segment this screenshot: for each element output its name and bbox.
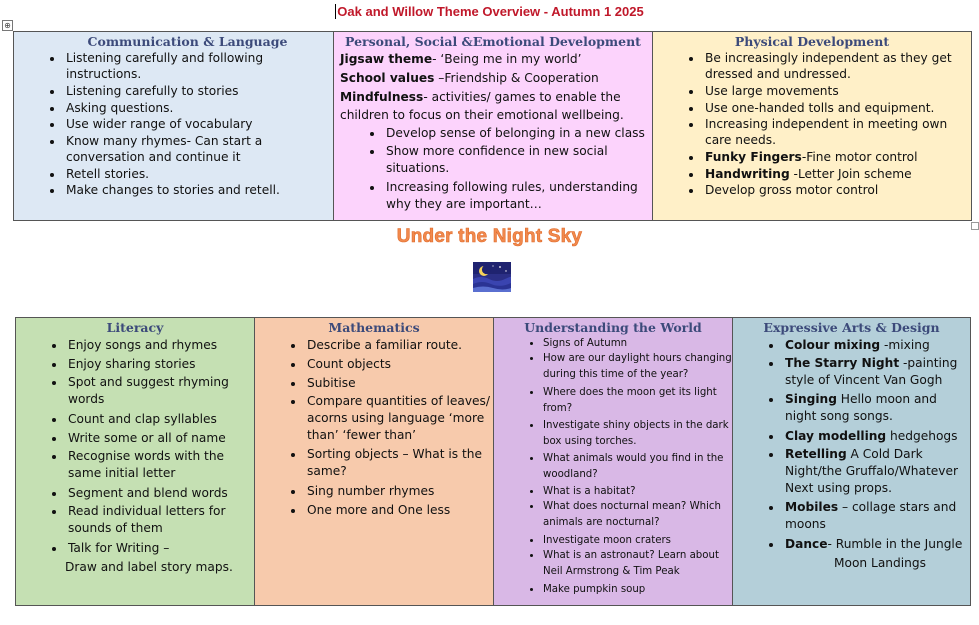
list-item: • Count objects <box>305 355 493 374</box>
arts-cell <box>733 318 971 606</box>
communication-header: Communication & Language <box>42 32 333 50</box>
world-cell <box>494 318 733 606</box>
bottom-areas-table <box>15 317 971 606</box>
maths-cell <box>255 318 494 606</box>
list-item: • Increasing independent in meeting own care needs. <box>703 116 971 149</box>
list-item: • Compare quantities of leaves/ acorns using language ‘more than’ ‘fewer than’ <box>305 393 493 446</box>
list-item <box>783 336 970 355</box>
document-title <box>0 4 979 19</box>
pse-header: Personal, Social &Emotional Development <box>345 34 641 49</box>
pse-list <box>334 124 652 215</box>
physical-cell <box>653 32 972 221</box>
list-item: • Listening carefully and following instructions. <box>64 50 333 83</box>
list-item: • Investigate shiny objects in the dark box using torches. <box>542 418 732 451</box>
values-line <box>334 69 652 88</box>
list-item: • Use one-handed tolls and equipment. <box>703 100 971 117</box>
literacy-list <box>16 336 254 558</box>
list-item: • Use large movements <box>703 83 971 100</box>
singing-label: Singing <box>785 392 837 406</box>
list-item: • Write some or all of name <box>66 429 254 448</box>
list-item: • Make pumpkin soup <box>542 582 732 597</box>
retelling-label: Retelling <box>785 447 847 461</box>
list-item: • Asking questions. <box>64 100 333 117</box>
list-item <box>783 535 970 554</box>
jigsaw-line <box>334 50 652 69</box>
colour-mixing-label: Colour mixing <box>785 338 881 352</box>
jigsaw-text: - ‘Being me in my world’ <box>432 52 582 66</box>
list-item: • Sing number rhymes <box>305 482 493 501</box>
singing-text: Hello moon and night song songs. <box>785 392 937 423</box>
mobiles-label: Mobiles <box>785 500 839 514</box>
world-list <box>494 336 732 597</box>
list-item: • What is a habitat? <box>542 484 732 499</box>
list-item <box>783 355 970 391</box>
physical-list <box>653 50 971 199</box>
mindfulness-line <box>334 88 652 124</box>
list-item: • Enjoy sharing stories <box>66 355 254 374</box>
table-move-handle[interactable]: ⊕ <box>2 20 13 31</box>
list-item: • What is an astronaut? Learn about Neil Armstrong & Tim Peak <box>542 548 732 582</box>
list-item: • Show more confidence in new social situations. <box>384 143 652 179</box>
list-item: • Know many rhymes- Can start a conversation and continue it <box>64 133 333 166</box>
list-item: • Retell stories. <box>64 166 333 183</box>
funky-fingers-label: Funky Fingers <box>705 150 802 165</box>
clay-modelling-text: hedgehogs <box>886 429 958 443</box>
list-item: • Use wider range of vocabulary <box>64 116 333 133</box>
mobiles-text: – collage stars and moons <box>785 500 957 531</box>
list-item: • Recognise words with the same initial letter <box>66 448 254 484</box>
list-item: • Where does the moon get its light from? <box>542 385 732 418</box>
list-item: • Enjoy songs and rhymes <box>66 336 254 355</box>
night-sky-image <box>473 262 511 292</box>
list-item: • Subitise <box>305 374 493 393</box>
maths-list <box>255 336 493 520</box>
communication-cell <box>14 32 334 221</box>
list-item <box>783 391 970 427</box>
list-item: • What does nocturnal mean? Which animals are nocturnal? <box>542 499 732 533</box>
list-item: • Read individual letters for sounds of them <box>66 503 254 539</box>
mindfulness-label: Mindfulness <box>340 90 424 104</box>
handwriting-label: Handwriting <box>705 166 790 181</box>
list-item <box>703 166 971 183</box>
list-item: • What animals would you find in the woodland? <box>542 451 732 484</box>
maths-header: Mathematics <box>328 320 420 335</box>
arts-header: Expressive Arts & Design <box>763 320 940 335</box>
list-item: • Describe a familiar route. <box>305 336 493 355</box>
world-header: Understanding the World <box>524 320 702 335</box>
top-areas-table <box>13 31 972 221</box>
list-item: • Sorting objects – What is the same? <box>305 446 493 482</box>
literacy-cell <box>16 318 255 606</box>
clay-modelling-label: Clay modelling <box>785 429 887 443</box>
list-item <box>783 427 970 446</box>
list-item <box>703 149 971 166</box>
funky-fingers-text: -Fine motor control <box>801 150 918 165</box>
document-title-text: Oak and Willow Theme Overview - Autumn 1 2025 <box>337 4 644 19</box>
values-label: School values <box>340 71 435 85</box>
list-item: • Make changes to stories and retell. <box>64 182 333 199</box>
communication-list <box>14 50 333 199</box>
list-item: • Investigate moon craters <box>542 533 732 548</box>
list-item: • One more and One less <box>305 501 493 520</box>
list-item: • Increasing following rules, understanding why they are important… <box>384 179 652 215</box>
starry-night-label: The Starry Night <box>785 356 900 370</box>
values-text: –Friendship & Cooperation <box>434 71 599 85</box>
list-item: • Talk for Writing – <box>66 539 254 558</box>
retelling-text: A Cold Dark Night/the Gruffalo/Whatever Next using props. <box>785 447 958 495</box>
pse-cell <box>334 32 653 221</box>
theme-subtitle: Under the Night Sky <box>396 226 583 247</box>
handwriting-text: -Letter Join scheme <box>789 166 912 181</box>
literacy-header: Literacy <box>106 320 164 335</box>
dance-cont: Moon Landings <box>834 556 926 570</box>
starry-night-text: -painting style of Vincent Van Gogh <box>785 356 958 387</box>
physical-header: Physical Development <box>734 34 890 49</box>
list-item: • Spot and suggest rhyming words <box>66 374 254 410</box>
mindfulness-text: - activities/ games to enable the children to focus on their emotional wellbeing. <box>340 90 624 122</box>
list-item: • How are our daylight hours changing during this time of the year? <box>542 351 732 385</box>
list-item <box>783 499 970 535</box>
list-item: • Be increasingly independent as they get dressed and undressed. <box>703 50 971 83</box>
dance-text: - Rumble in the Jungle <box>827 537 963 551</box>
list-item: • Listening carefully to stories <box>64 83 333 100</box>
jigsaw-label: Jigsaw theme <box>340 52 433 66</box>
list-item: • Count and clap syllables <box>66 410 254 429</box>
talk-for-writing-cont: Draw and label story maps. <box>65 560 233 574</box>
arts-list <box>733 336 970 554</box>
colour-mixing-text: -mixing <box>880 338 930 352</box>
list-item: • Develop sense of belonging in a new class <box>384 124 652 143</box>
list-item: • Segment and blend words <box>66 484 254 503</box>
dance-label: Dance <box>785 537 828 551</box>
list-item: • Develop gross motor control <box>703 182 971 199</box>
list-item: • Signs of Autumn <box>542 336 732 351</box>
list-item <box>783 446 970 499</box>
